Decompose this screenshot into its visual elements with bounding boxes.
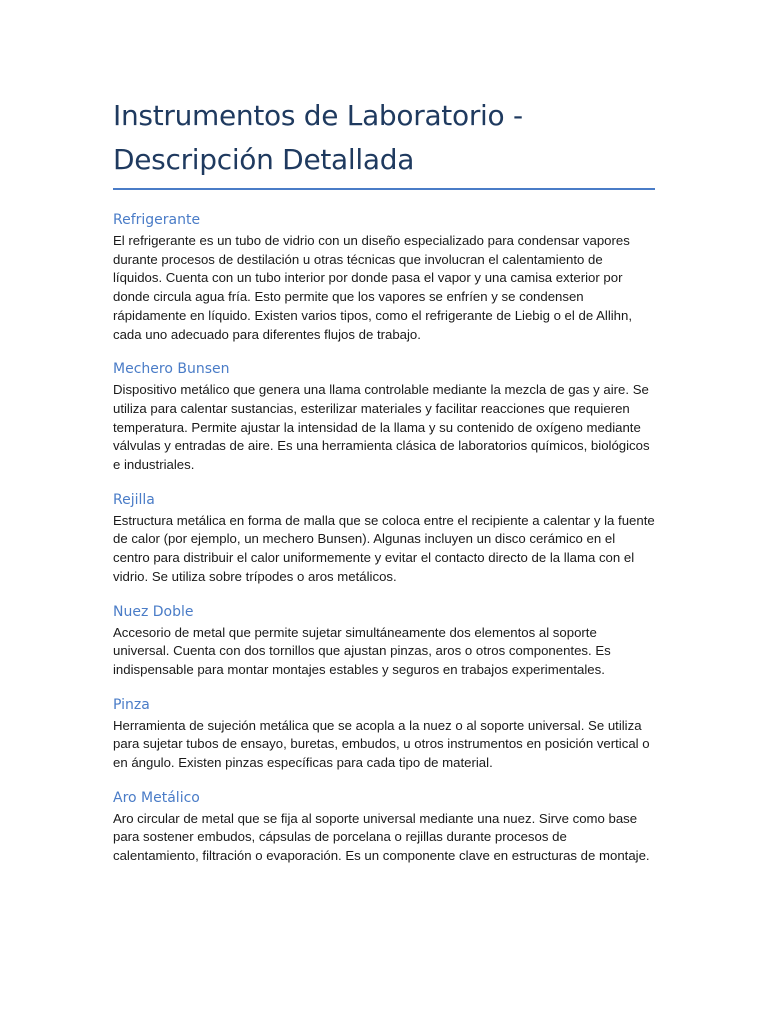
section-paragraph: Herramienta de sujeción metálica que se acopla a la nuez o al soporte universal. Se utiliza para sujetar tubos de ensayo, buretas, embudos, u otros instrumentos en posición vertical o en ángulo. Existen pinzas específicas para cada tipo de material. <box>113 717 650 771</box>
section-heading: Mechero Bunsen <box>113 361 230 378</box>
section-paragraph: Dispositivo metálico que genera una llama controlable mediante la mezcla de gas y aire. Se utiliza para calentar sustancias, esterilizar materiales y facilitar reacciones que requieren temperatura. Permite ajustar la intensidad de la llama y su contenido de oxígeno mediante válvulas y entradas de aire. Es una herramienta clásica de laboratorios químicos, biológicos e industriales. <box>113 382 650 473</box>
section-heading: Rejilla <box>113 491 155 508</box>
section-paragraph: Estructura metálica en forma de malla que se coloca entre el recipiente a calentar y la fuente de calor (por ejemplo, un mechero Bunsen). Algunas incluyen un disco cerámico en el centro para distribuir el calor uniformemente y evitar el contacto directo de la llama con el vidrio. Se utiliza sobre trípodes o aros metálicos. <box>113 512 655 584</box>
section-paragraph: El refrigerante es un tubo de vidrio con un diseño especializado para condensar vapores durante procesos de destilación u otras técnicas que involucran el calentamiento de líquidos. Cuenta con un tubo interior por donde pasa el vapor y una camisa exterior por donde circula agua fría. Esto permite que los vapores se enfríen y se condensen rápidamente en líquido. Existen varios tipos, como el refrigerante de Liebig o el de Allihn, cada uno adecuado para diferentes flujos de trabajo. <box>113 233 633 342</box>
section-aro-metalico <box>113 788 655 866</box>
section-mechero-bunsen <box>113 359 655 475</box>
section-paragraph: Accesorio de metal que permite sujetar simultáneamente dos elementos al soporte universal. Cuenta con dos tornillos que ajustan pinzas, aros o otros componentes. Es indispensable para montar montajes estables y seguros en trabajos experimentales. <box>113 624 611 677</box>
section-heading: Nuez Doble <box>113 603 194 620</box>
document-title: Instrumentos de Laboratorio - Descripción Detallada <box>113 99 523 176</box>
section-paragraph: Aro circular de metal que se fija al soporte universal mediante una nuez. Sirve como base para sostener embudos, cápsulas de porcelana o rejillas durante procesos de calentamiento, filtración o evaporación. Es un componente clave en estructuras de montaje. <box>113 810 650 864</box>
section-heading: Refrigerante <box>113 212 201 228</box>
section-rejilla <box>113 490 655 587</box>
section-heading: Aro Metálico <box>113 789 200 806</box>
title-divider <box>113 188 655 190</box>
section-pinza <box>113 695 655 773</box>
document-page <box>113 94 655 866</box>
section-nuez-doble <box>113 602 655 680</box>
section-refrigerante <box>113 210 655 344</box>
section-heading: Pinza <box>113 696 150 713</box>
